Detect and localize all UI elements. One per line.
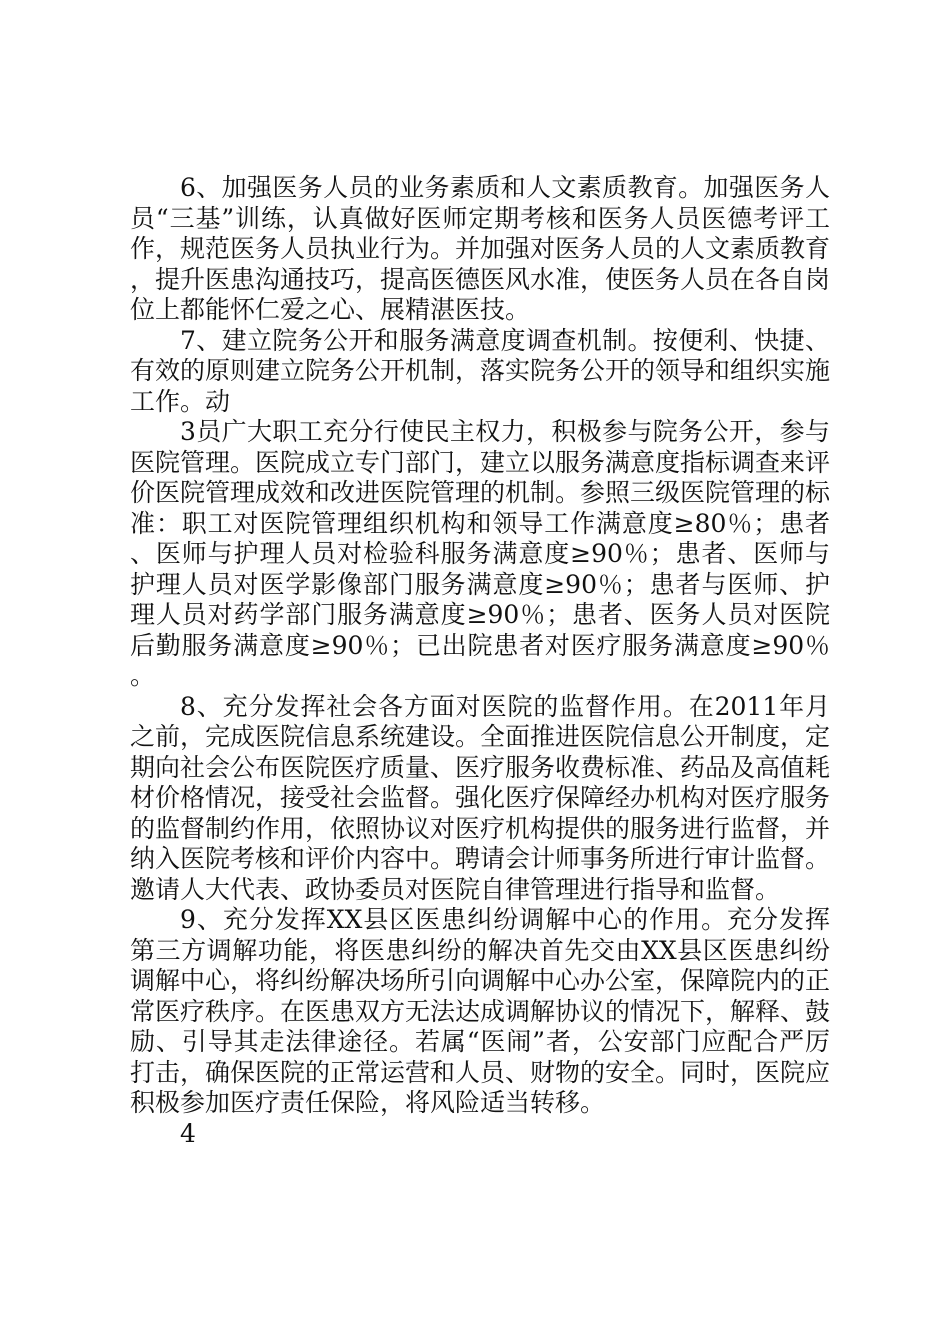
document-page [130, 173, 830, 1149]
paragraph-item-6: 6、加强医务人员的业务素质和人文素质教育。加强医务人员“三基”训练，认真做好医师定期考核和医务人员医德考评工作，规范医务人员执业行为。并加强对医务人员的人文素质教育，提升医患沟通技巧，提高医德医风水准，使医务人员在各自岗位上都能怀仁爱之心、展精湛医技。 [130, 173, 831, 324]
paragraph-item-7: 7、建立院务公开和服务满意度调查机制。按便利、快捷、有效的原则建立院务公开机制，落实院务公开的领导和组织实施工作。动 [130, 325, 831, 416]
page-number: 4 [180, 1118, 196, 1148]
paragraph-item-9: 9、充分发挥XX县区医患纠纷调解中心的作用。充分发挥第三方调解功能，将医患纠纷的解决首先交由XX县区医患纠纷调解中心，将纠纷解决场所引向调解中心办公室，保障院内的正常医疗秩序。在医患双方无法达成调解协议的情况下，解释、鼓励、引导其走法律途径。若属“医闹”者，公安部门应配合严厉打击，确保医院的正常运营和人员、财物的安全。同时，医院应积极参加医疗责任保险，将风险适当转移。 [130, 905, 831, 1117]
paragraph-item-7-continued: 3员广大职工充分行使民主权力，积极参与院务公开，参与医院管理。医院成立专门部门，建立以服务满意度指标调查来评价医院管理成效和改进医院管理的机制。参照三级医院管理的标准：职工对医院管理组织机构和领导工作满意度≥80％；患者、医师与护理人员对检验科服务满意度≥90％；患者、医师与护理人员对医学影像部门服务满意度≥90％；患者与医师、护理人员对药学部门服务满意度≥90％；患者、医务人员对医院后勤服务满意度≥90％；已出院患者对医疗服务满意度≥90％。 [130, 417, 831, 690]
paragraph-item-8: 8、充分发挥社会各方面对医院的监督作用。在2011年月之前，完成医院信息系统建设。全面推进医院信息公开制度，定期向社会公布医院医疗质量、医疗服务收费标准、药品及高值耗材价格情况，接受社会监督。强化医疗保障经办机构对医疗服务的监督制约作用，依照协议对医疗机构提供的服务进行监督，并纳入医院考核和评价内容中。聘请会计师事务所进行审计监督。邀请人大代表、政协委员对医院自律管理进行指导和监督。 [130, 691, 831, 904]
